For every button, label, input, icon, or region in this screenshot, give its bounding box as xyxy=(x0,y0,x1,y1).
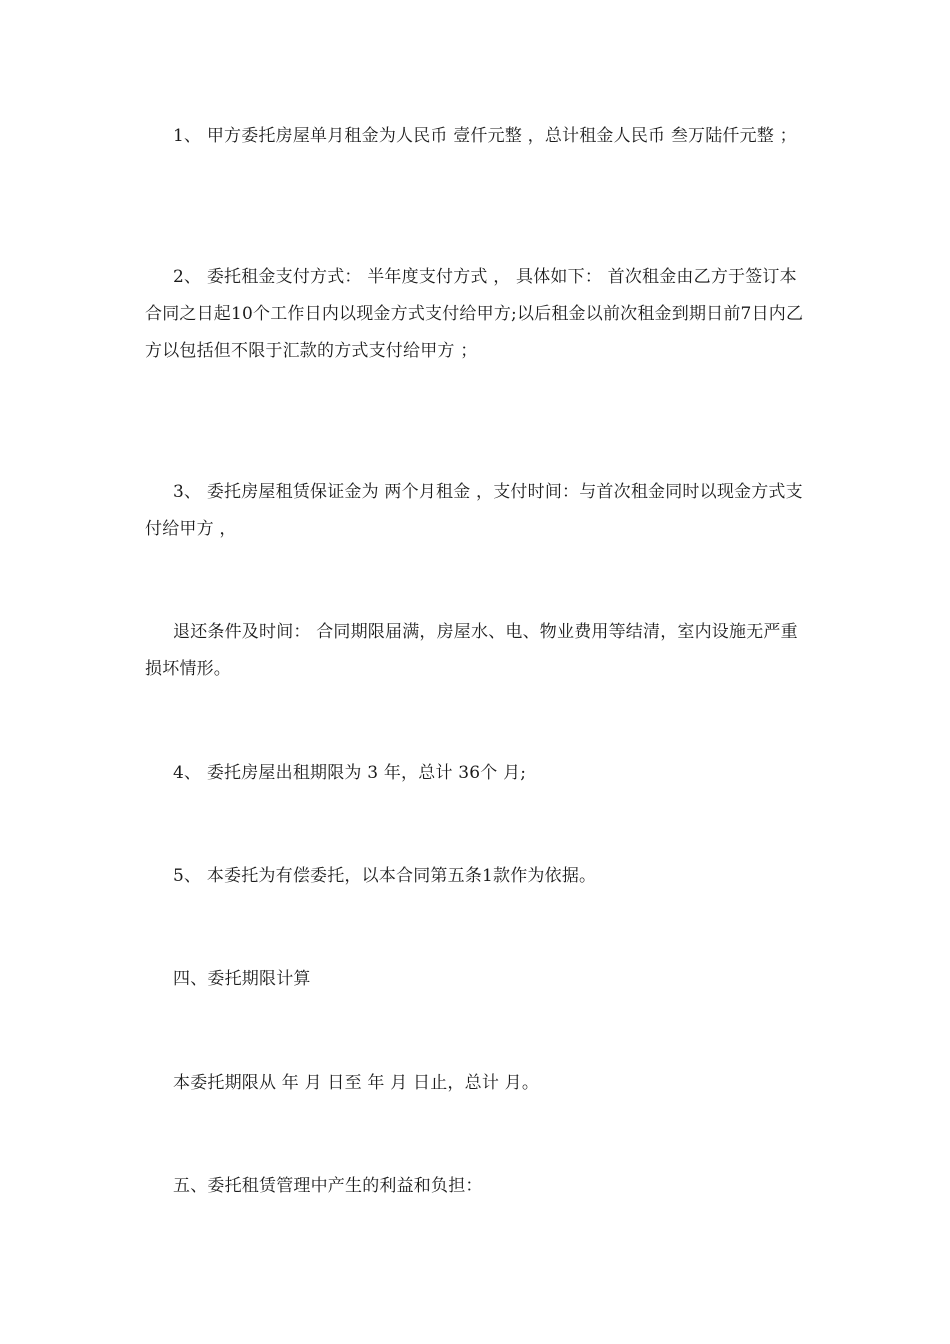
paragraph-security-deposit: 3、 委托房屋租赁保证金为 两个月租金 ，支付时间：与首次租金同时以现金方式支付给甲方 ， xyxy=(145,482,803,539)
paragraph-term-dates: 本委托期限从 年 月 日至 年 月 日止，总计 月。 xyxy=(173,1073,540,1093)
paragraph-paid-commission: 5、 本委托为有偿委托，以本合同第五条1款作为依据。 xyxy=(173,866,597,886)
section-heading-benefits-burdens: 五、委托租赁管理中产生的利益和负担： xyxy=(173,1176,483,1196)
section-heading-term-calculation: 四、委托期限计算 xyxy=(173,969,311,989)
paragraph-refund-conditions: 退还条件及时间： 合同期限届满，房屋水、电、物业费用等结清，室内设施无严重损坏情形。 xyxy=(145,622,798,679)
paragraph-rental-term: 4、 委托房屋出租期限为 3 年，总计 36个 月; xyxy=(173,763,527,783)
paragraph-payment-method: 2、 委托租金支付方式： 半年度支付方式 ， 具体如下： 首次租金由乙方于签订本合同之日起10个工作日内以现金方式支付给甲方;以后租金以前次租金到期日前7日内乙方以包括但不限于汇款的方式支付给甲方 ； xyxy=(145,267,804,361)
paragraph-monthly-rent: 1、 甲方委托房屋单月租金为人民币 壹仟元整 ，总计租金人民币 叁万陆仟元整 ； xyxy=(173,126,797,146)
